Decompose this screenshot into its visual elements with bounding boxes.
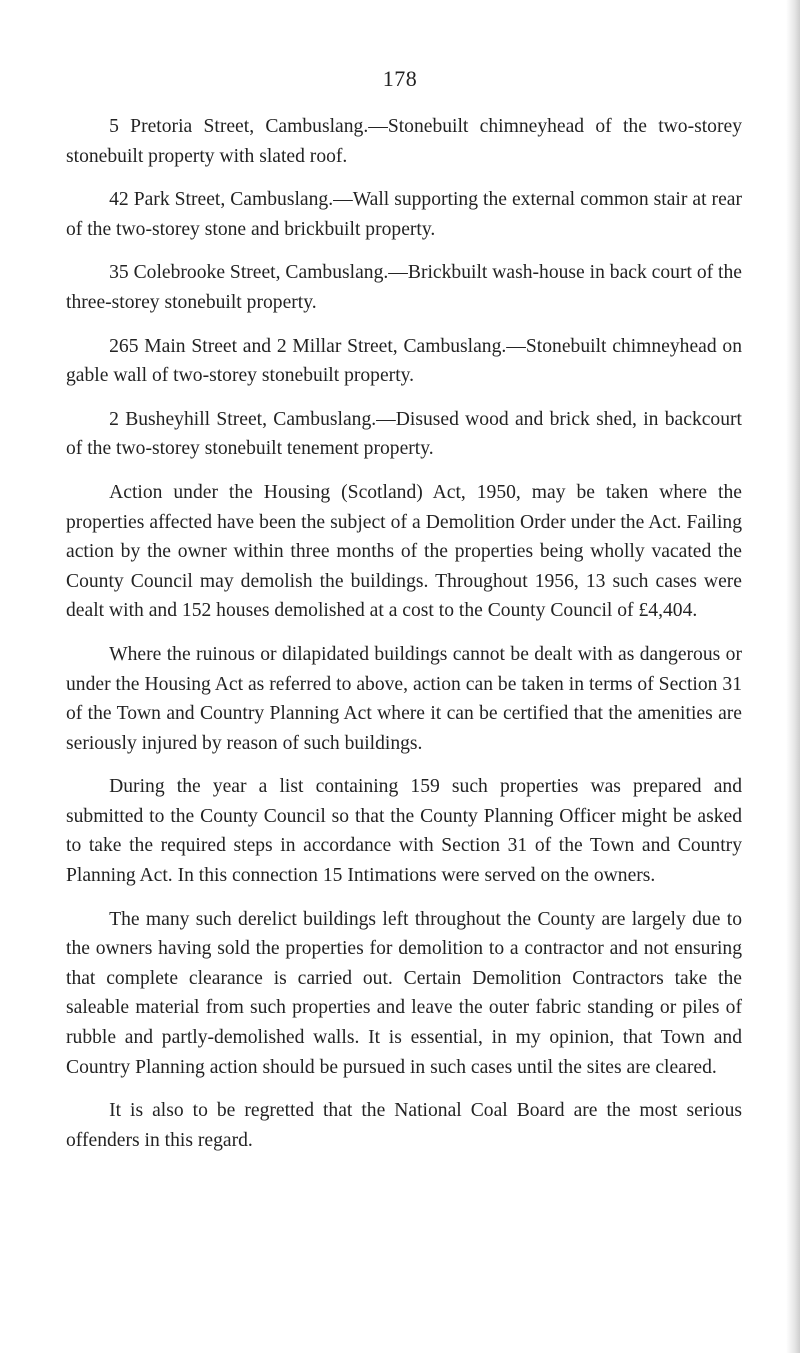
paragraph-park-street: 42 Park Street, Cambuslang.—Wall supporting the external common stair at rear of the two-storey stone and brickbuilt property. (66, 189, 742, 240)
page-number: 178 (382, 66, 418, 91)
paragraph-pretoria-street: 5 Pretoria Street, Cambuslang.—Stonebuilt chimneyhead of the two-storey stonebuilt property with slated roof. (66, 116, 742, 167)
paragraph-coal-board: It is also to be regretted that the National Coal Board are the most serious offenders in this regard. (66, 1100, 742, 1151)
paragraph-derelict-buildings: The many such derelict buildings left throughout the County are largely due to the owners having sold the properties for demolition to a contractor and not ensuring that complete clearance is carried out. Certain Demolition Contractors take the saleable material from such properties and leave the outer fabric standing or piles of rubble and partly-demolished walls. It is essential, in my opinion, that Town and Country Planning action should be pursued in such cases until the sites are cleared. (66, 908, 742, 1078)
paragraph-list-of-properties: During the year a list containing 159 such properties was prepared and submitted to the County Council so that the County Planning Officer might be asked to take the required steps in accordance with Section 31 of the Town and Country Planning Act. In this connection 15 Intimations were served on the owners. (66, 776, 742, 887)
body-text (66, 112, 742, 1169)
paragraph-colebrooke-street: 35 Colebrooke Street, Cambuslang.—Brickbuilt wash-house in back court of the three-storey stonebuilt property. (66, 262, 742, 313)
paragraph-busheyhill-street: 2 Busheyhill Street, Cambuslang.—Disused wood and brick shed, in backcourt of the two-storey stonebuilt tenement property. (66, 408, 742, 460)
paragraph-housing-act: Action under the Housing (Scotland) Act, 1950, may be taken where the properties affected have been the subject of a Demolition Order under the Act. Failing action by the owner within three months of the properties being wholly vacated the County Council may demolish the buildings. Throughout 1956, 13 such cases were dealt with and 152 houses demolished at a cost to the County Council of £4,404. (66, 481, 742, 622)
page-edge-shadow (786, 0, 800, 1353)
paragraph-ruinous-buildings: Where the ruinous or dilapidated buildings cannot be dealt with as dangerous or under the Housing Act as referred to above, action can be taken in terms of Section 31 of the Town and Country Planning Act where it can be certified that the amenities are seriously injured by reason of such buildings. (66, 643, 742, 754)
paragraph-main-street: 265 Main Street and 2 Millar Street, Cambuslang.—Stonebuilt chimneyhead on gable wall of two-storey stonebuilt property. (66, 335, 742, 387)
